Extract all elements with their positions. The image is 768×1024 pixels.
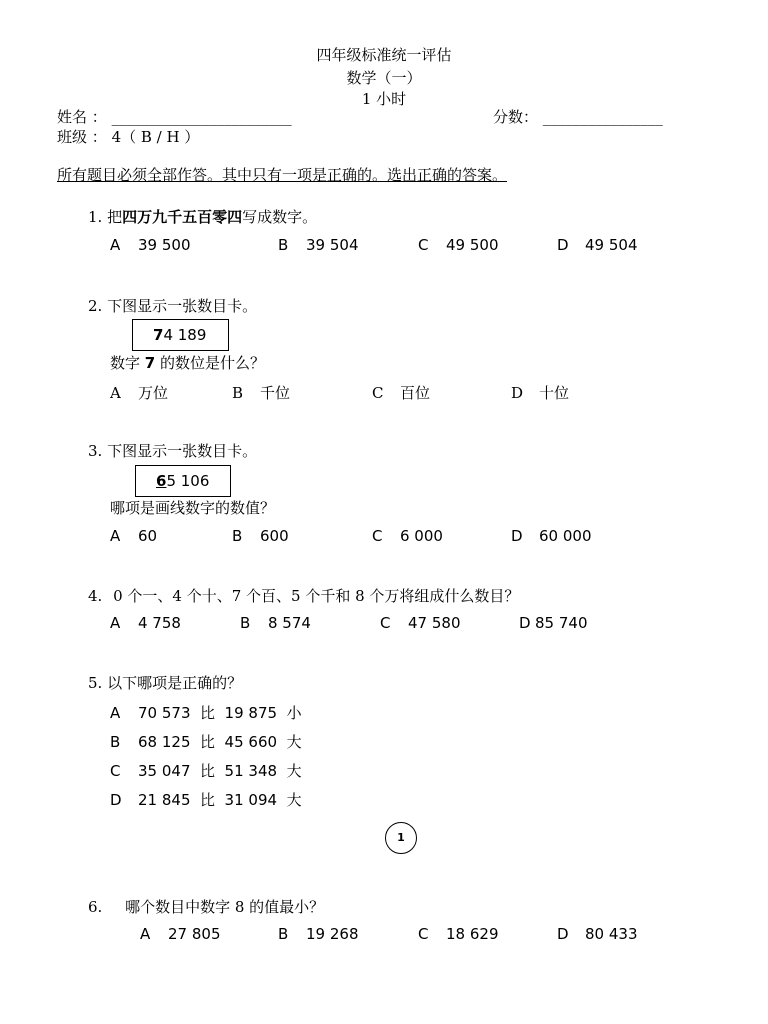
page-number: 1 (385, 822, 417, 854)
instruction: 所有题目必须全部作答。其中只有一项是正确的。选出正确的答案。 (57, 166, 508, 184)
option-a[interactable]: A 4 758 (110, 614, 181, 632)
question-2: 2. 下图显示一张数目卡。 (88, 297, 258, 315)
option-d[interactable]: D 49 504 (557, 236, 638, 254)
question-number: 5. (88, 674, 103, 692)
question-4: 4. 0 个一、4 个十、7 个百、5 个千和 8 个万将组成什么数目？ (88, 587, 520, 605)
score-blank[interactable]: ________________ (542, 108, 663, 126)
option-c[interactable]: C 35 047 比 51 348 大 (110, 762, 302, 780)
question-number: 3. (88, 442, 103, 460)
name-blank[interactable]: ________________________ (111, 108, 292, 126)
option-c[interactable]: C 百位 (372, 384, 431, 402)
option-d[interactable]: D 十位 (511, 384, 570, 402)
question-number: 6. (88, 898, 103, 916)
class-value: 4（ B / H ） (111, 128, 200, 146)
question-6: 6. 哪个数目中数字 8 的值最小？ (88, 898, 325, 916)
option-d[interactable]: D 60 000 (511, 527, 592, 545)
class-label: 班级 ： (57, 128, 107, 146)
option-b[interactable]: B 600 (232, 527, 289, 545)
option-b[interactable]: B 68 125 比 45 660 大 (110, 733, 302, 751)
name-label: 姓名 ： (57, 108, 107, 126)
name-row (57, 106, 292, 127)
option-a[interactable]: A 27 805 (140, 925, 221, 943)
option-c[interactable]: C 6 000 (372, 527, 443, 545)
question-number: 4. (88, 587, 103, 605)
question-1: 1. 把四万九千五百零四写成数字。 (88, 208, 318, 226)
question-3: 3. 下图显示一张数目卡。 (88, 442, 258, 460)
class-row (57, 126, 199, 147)
option-d[interactable]: D 80 433 (557, 925, 638, 943)
option-b[interactable]: B 千位 (232, 384, 291, 402)
duration: 1 小时 (361, 90, 407, 108)
option-b[interactable]: B 19 268 (278, 925, 359, 943)
option-a[interactable]: A 70 573 比 19 875 小 (110, 704, 302, 722)
score-row (493, 106, 663, 127)
option-b[interactable]: B 8 574 (240, 614, 311, 632)
option-b[interactable]: B 39 504 (278, 236, 359, 254)
option-a[interactable]: A 万位 (110, 384, 169, 402)
question-number: 2. (88, 297, 103, 315)
number-card: 74 189 (132, 319, 229, 351)
question-5: 5. 以下哪项是正确的？ (88, 674, 243, 692)
question-number: 1. (88, 208, 103, 226)
option-c[interactable]: C 18 629 (418, 925, 499, 943)
exam-title: 四年级标准统一评估 (316, 46, 452, 64)
option-a[interactable]: A 60 (110, 527, 158, 545)
underlined-digit: 6 (156, 472, 167, 490)
option-d[interactable]: D 21 845 比 31 094 大 (110, 791, 302, 809)
question-2-prompt: 数字 7 的数位是什么？ (110, 354, 266, 372)
score-label: 分数： (493, 108, 539, 126)
question-3-prompt: 哪项是画线数字的数值？ (110, 499, 276, 517)
option-d[interactable]: D 85 740 (519, 614, 588, 632)
subject-title: 数学（一） (346, 69, 422, 87)
option-a[interactable]: A 39 500 (110, 236, 191, 254)
option-c[interactable]: C 49 500 (418, 236, 499, 254)
number-card: 65 106 (135, 465, 231, 497)
option-c[interactable]: C 47 580 (380, 614, 461, 632)
question-emphasis: 四万九千五百零四 (122, 208, 243, 226)
